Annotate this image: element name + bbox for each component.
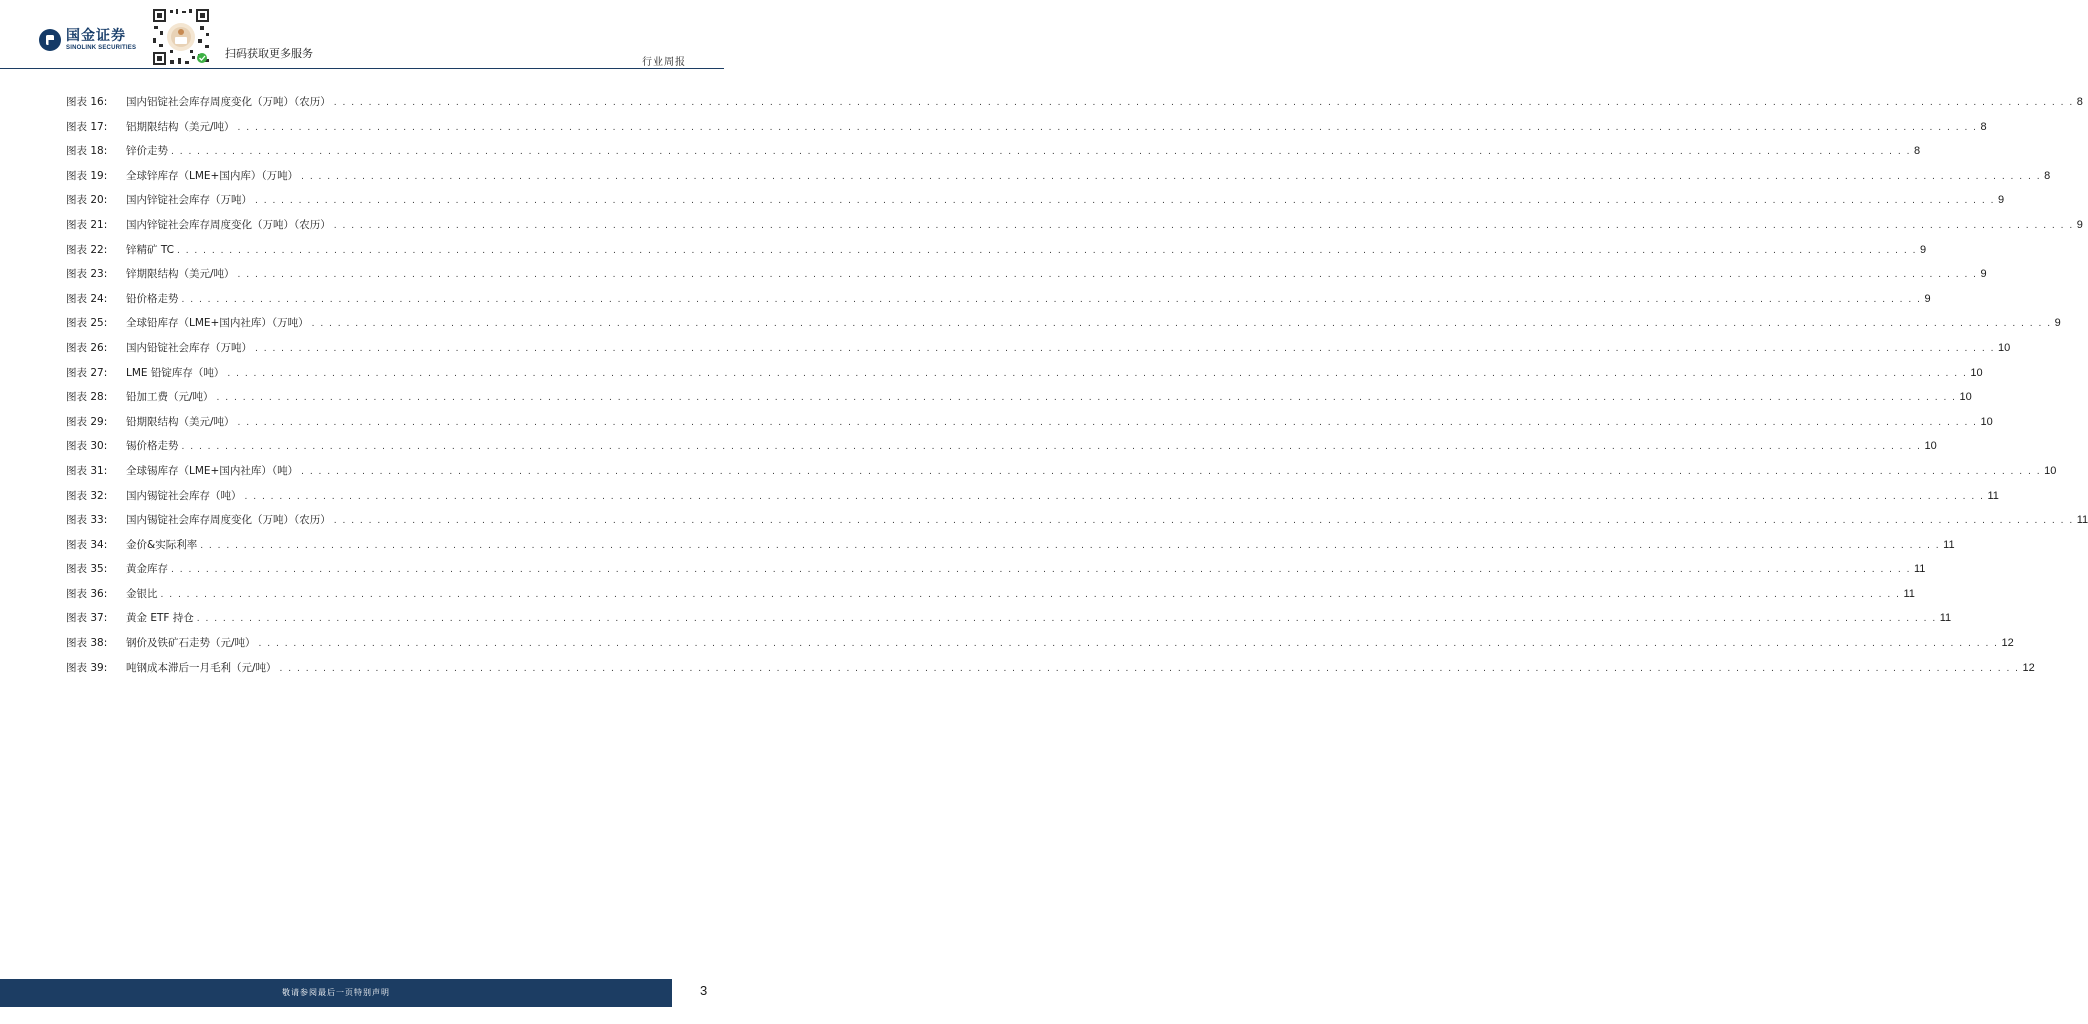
toc-entry-label: 图表 24:	[66, 292, 108, 305]
toc-entry-title: 国内锡锭社会库存周度变化（万吨）（农历）	[126, 514, 331, 527]
toc-entry-title: 全球铅库存（LME+国内社库）（万吨）	[126, 317, 309, 330]
toc-entry-label: 图表 19:	[66, 169, 108, 182]
toc-entry-label: 图表 23:	[66, 268, 108, 281]
toc-entry-page: 8	[2044, 169, 2051, 182]
toc-entry-label: 图表 17:	[66, 120, 108, 133]
toc-entry-title: 国内锡锭社会库存（吨）	[126, 489, 242, 502]
toc-entry[interactable]	[66, 139, 1921, 164]
toc-entry-page: 10	[1924, 440, 1937, 453]
toc-entry-title: 铅加工费（元/吨）	[126, 391, 214, 404]
scan-for-more-services-text: 扫码获取更多服务	[225, 47, 313, 60]
toc-leader-dots: . . . . . . . . . . . . . . . . . . . . . . . . . . . . . . . . . . . . . . . . . . . . . . . . . . . . . . . . . . . . . . . . . . . . . . . . . . . . . . . . . . . . . . . . . . . . . . . . . . . . . . . . . . . . . . . . . . . . . . . . . . . . . . . . . . . . . . . . . . . . . . . . . . . . . . . . . . . . . . . . . . . . . . . . . . . . . . . . . . . . . . . . . . . . . . . . . . . . . . . .	[171, 147, 1911, 158]
toc-leader-dots: . . . . . . . . . . . . . . . . . . . . . . . . . . . . . . . . . . . . . . . . . . . . . . . . . . . . . . . . . . . . . . . . . . . . . . . . . . . . . . . . . . . . . . . . . . . . . . . . . . . . . . . . . . . . . . . . . . . . . . . . . . . . . . . . . . . . . . . . . . . . . . . . . . . . . . . . . . . . . . . . . . . . . . . . . . . . . . . . . . . . . . . . . . . . . . . . . . . . . . . .	[255, 343, 1995, 354]
toc-entry-label: 图表 31:	[66, 464, 108, 477]
toc-entry-page: 10	[1980, 415, 1993, 428]
toc-entry-title: 金银比	[126, 587, 158, 600]
toc-entry-page: 11	[1987, 489, 1999, 502]
toc-entry[interactable]	[66, 188, 2005, 213]
toc-entry-title: 锌精矿 TC	[126, 243, 174, 256]
toc-entry[interactable]	[66, 213, 2083, 238]
brand-name	[66, 29, 136, 52]
toc-entry-title: LME 铅锭库存（吨）	[126, 366, 225, 379]
toc-leader-dots: . . . . . . . . . . . . . . . . . . . . . . . . . . . . . . . . . . . . . . . . . . . . . . . . . . . . . . . . . . . . . . . . . . . . . . . . . . . . . . . . . . . . . . . . . . . . . . . . . . . . . . . . . . . . . . . . . . . . . . . . . . . . . . . . . . . . . . . . . . . . . . . . . . . . . . . . . . . . . . . . . . . . . . . . . . . . . . . . . . . . . . . . . . . . . . . . . . . . . . . .	[255, 196, 1995, 207]
toc-entry-page: 9	[1924, 292, 1931, 305]
toc-leader-dots: . . . . . . . . . . . . . . . . . . . . . . . . . . . . . . . . . . . . . . . . . . . . . . . . . . . . . . . . . . . . . . . . . . . . . . . . . . . . . . . . . . . . . . . . . . . . . . . . . . . . . . . . . . . . . . . . . . . . . . . . . . . . . . . . . . . . . . . . . . . . . . . . . . . . . . . . . . . . . . . . . . . . . . . . . . . . . . . . . . . . . . . . . . . . . . . . . . . . . . . .	[200, 540, 1941, 551]
toc-entry-label: 图表 16:	[66, 96, 108, 108]
toc-entry-title: 吨钢成本滞后一月毛利（元/吨）	[126, 661, 277, 674]
toc-entry-page: 12	[2022, 661, 2035, 674]
toc-entry[interactable]	[66, 508, 2088, 533]
qr-code-icon[interactable]	[150, 6, 212, 68]
toc-leader-dots: . . . . . . . . . . . . . . . . . . . . . . . . . . . . . . . . . . . . . . . . . . . . . . . . . . . . . . . . . . . . . . . . . . . . . . . . . . . . . . . . . . . . . . . . . . . . . . . . . . . . . . . . . . . . . . . . . . . . . . . . . . . . . . . . . . . . . . . . . . . . . . . . . . . . . . . . . . . . . . . . . . . . . . . . . . . . . . . . . . . . . . . . . . . . . . . . . . . . . . . .	[160, 589, 1901, 600]
toc-entry-page: 9	[2076, 218, 2083, 231]
brand-logo	[38, 28, 136, 52]
toc-entry[interactable]	[66, 557, 1926, 582]
toc-entry[interactable]	[66, 631, 2014, 656]
toc-entry-label: 图表 36:	[66, 587, 108, 600]
toc-entry-title: 黄金 ETF 持仓	[126, 612, 194, 625]
toc-entry-page: 11	[1903, 587, 1915, 600]
toc-entry-title: 金价&实际利率	[126, 538, 198, 551]
toc-entry[interactable]	[66, 287, 1931, 312]
toc-entry-page: 8	[2076, 96, 2083, 108]
toc-leader-dots: . . . . . . . . . . . . . . . . . . . . . . . . . . . . . . . . . . . . . . . . . . . . . . . . . . . . . . . . . . . . . . . . . . . . . . . . . . . . . . . . . . . . . . . . . . . . . . . . . . . . . . . . . . . . . . . . . . . . . . . . . . . . . . . . . . . . . . . . . . . . . . . . . . . . . . . . . . . . . . . . . . . . . . . . . . . . . . . . . . . . . . . . . . . . . . . . . . . . . . . .	[333, 220, 2074, 231]
toc-entry-title: 锌期限结构（美元/吨）	[126, 268, 235, 281]
toc-entry-label: 图表 29:	[66, 415, 108, 428]
toc-leader-dots: . . . . . . . . . . . . . . . . . . . . . . . . . . . . . . . . . . . . . . . . . . . . . . . . . . . . . . . . . . . . . . . . . . . . . . . . . . . . . . . . . . . . . . . . . . . . . . . . . . . . . . . . . . . . . . . . . . . . . . . . . . . . . . . . . . . . . . . . . . . . . . . . . . . . . . . . . . . . . . . . . . . . . . . . . . . . . . . . . . . . . . . . . . . . . . . . . . . . . . . .	[237, 122, 1978, 133]
toc-entry[interactable]	[66, 361, 1983, 386]
toc-leader-dots: . . . . . . . . . . . . . . . . . . . . . . . . . . . . . . . . . . . . . . . . . . . . . . . . . . . . . . . . . . . . . . . . . . . . . . . . . . . . . . . . . . . . . . . . . . . . . . . . . . . . . . . . . . . . . . . . . . . . . . . . . . . . . . . . . . . . . . . . . . . . . . . . . . . . . . . . . . . . . . . . . . . . . . . . . . . . . . . . . . . . . . . . . . . . . . . . . . . . . . . .	[279, 663, 2020, 674]
toc-entry-page: 11	[1943, 538, 1955, 551]
toc-leader-dots: . . . . . . . . . . . . . . . . . . . . . . . . . . . . . . . . . . . . . . . . . . . . . . . . . . . . . . . . . . . . . . . . . . . . . . . . . . . . . . . . . . . . . . . . . . . . . . . . . . . . . . . . . . . . . . . . . . . . . . . . . . . . . . . . . . . . . . . . . . . . . . . . . . . . . . . . . . . . . . . . . . . . . . . . . . . . . . . . . . . . . . . . . . . . . . . . . . . . . . . .	[301, 466, 2042, 477]
toc-entry-page: 9	[1997, 194, 2005, 207]
sinolink-logo-icon	[38, 28, 62, 52]
toc-entry[interactable]	[66, 336, 2011, 361]
toc-entry-label: 图表 37:	[66, 612, 108, 625]
toc-entry-label: 图表 35:	[66, 563, 108, 576]
toc-leader-dots: . . . . . . . . . . . . . . . . . . . . . . . . . . . . . . . . . . . . . . . . . . . . . . . . . . . . . . . . . . . . . . . . . . . . . . . . . . . . . . . . . . . . . . . . . . . . . . . . . . . . . . . . . . . . . . . . . . . . . . . . . . . . . . . . . . . . . . . . . . . . . . . . . . . . . . . . . . . . . . . . . . . . . . . . . . . . . . . . . . . . . . . . . . . . . . . . . . . . . . . .	[311, 319, 2052, 330]
toc-entry[interactable]	[66, 385, 1972, 410]
toc-leader-dots: . . . . . . . . . . . . . . . . . . . . . . . . . . . . . . . . . . . . . . . . . . . . . . . . . . . . . . . . . . . . . . . . . . . . . . . . . . . . . . . . . . . . . . . . . . . . . . . . . . . . . . . . . . . . . . . . . . . . . . . . . . . . . . . . . . . . . . . . . . . . . . . . . . . . . . . . . . . . . . . . . . . . . . . . . . . . . . . . . . . . . . . . . . . . . . . . . . . . . . . .	[216, 393, 1957, 404]
toc-entry-page: 8	[1980, 120, 1987, 133]
brand-name-en: SINOLINK SECURITIES	[66, 44, 137, 51]
toc-entry-title: 国内锌锭社会库存周度变化（万吨）（农历）	[126, 218, 331, 231]
toc-entry-label: 图表 30:	[66, 440, 108, 453]
toc-entry[interactable]	[66, 90, 2083, 115]
toc-entry-page: 10	[1959, 391, 1972, 404]
toc-entry-page: 9	[2054, 317, 2061, 330]
toc-entry[interactable]	[66, 582, 1915, 607]
toc-entry-title: 国内锌锭社会库存（万吨）	[126, 194, 252, 207]
toc-leader-dots: . . . . . . . . . . . . . . . . . . . . . . . . . . . . . . . . . . . . . . . . . . . . . . . . . . . . . . . . . . . . . . . . . . . . . . . . . . . . . . . . . . . . . . . . . . . . . . . . . . . . . . . . . . . . . . . . . . . . . . . . . . . . . . . . . . . . . . . . . . . . . . . . . . . . . . . . . . . . . . . . . . . . . . . . . . . . . . . . . . . . . . . . . . . . . . . . . . . . . . . .	[181, 442, 1922, 453]
toc-entry-label: 图表 18:	[66, 145, 108, 158]
toc-entry[interactable]	[66, 238, 1927, 263]
toc-entry-label: 图表 34:	[66, 538, 108, 551]
toc-leader-dots: . . . . . . . . . . . . . . . . . . . . . . . . . . . . . . . . . . . . . . . . . . . . . . . . . . . . . . . . . . . . . . . . . . . . . . . . . . . . . . . . . . . . . . . . . . . . . . . . . . . . . . . . . . . . . . . . . . . . . . . . . . . . . . . . . . . . . . . . . . . . . . . . . . . . . . . . . . . . . . . . . . . . . . . . . . . . . . . . . . . . . . . . . . . . . . . . . . . . . . . .	[227, 368, 1968, 379]
toc-entry-title: 铅期限结构（美元/吨）	[126, 415, 235, 428]
toc-entry-title: 锡价格走势	[126, 440, 179, 453]
toc-entry[interactable]	[66, 459, 2057, 484]
toc-entry-label: 图表 28:	[66, 391, 108, 404]
toc-leader-dots: . . . . . . . . . . . . . . . . . . . . . . . . . . . . . . . . . . . . . . . . . . . . . . . . . . . . . . . . . . . . . . . . . . . . . . . . . . . . . . . . . . . . . . . . . . . . . . . . . . . . . . . . . . . . . . . . . . . . . . . . . . . . . . . . . . . . . . . . . . . . . . . . . . . . . . . . . . . . . . . . . . . . . . . . . . . . . . . . . . . . . . . . . . . . . . . . . . . . . . . .	[333, 98, 2074, 108]
toc-entry[interactable]	[66, 311, 2061, 336]
toc-entry-label: 图表 25:	[66, 317, 108, 330]
toc-leader-dots: . . . . . . . . . . . . . . . . . . . . . . . . . . . . . . . . . . . . . . . . . . . . . . . . . . . . . . . . . . . . . . . . . . . . . . . . . . . . . . . . . . . . . . . . . . . . . . . . . . . . . . . . . . . . . . . . . . . . . . . . . . . . . . . . . . . . . . . . . . . . . . . . . . . . . . . . . . . . . . . . . . . . . . . . . . . . . . . . . . . . . . . . . . . . . . . . . . . . . . . .	[171, 565, 1911, 576]
toc-leader-dots: . . . . . . . . . . . . . . . . . . . . . . . . . . . . . . . . . . . . . . . . . . . . . . . . . . . . . . . . . . . . . . . . . . . . . . . . . . . . . . . . . . . . . . . . . . . . . . . . . . . . . . . . . . . . . . . . . . . . . . . . . . . . . . . . . . . . . . . . . . . . . . . . . . . . . . . . . . . . . . . . . . . . . . . . . . . . . . . . . . . . . . . . . . . . . . . . . . . . . . . .	[237, 270, 1978, 281]
toc-entry-label: 图表 27:	[66, 366, 108, 379]
toc-entry-page: 8	[1913, 145, 1921, 158]
toc-entry-page: 10	[2044, 464, 2057, 477]
page-header	[0, 0, 724, 68]
toc-entry[interactable]	[66, 115, 1987, 140]
header-divider	[0, 68, 724, 69]
toc-entry[interactable]	[66, 164, 2051, 189]
toc-entry-title: 铝期限结构（美元/吨）	[126, 120, 235, 133]
toc-leader-dots: . . . . . . . . . . . . . . . . . . . . . . . . . . . . . . . . . . . . . . . . . . . . . . . . . . . . . . . . . . . . . . . . . . . . . . . . . . . . . . . . . . . . . . . . . . . . . . . . . . . . . . . . . . . . . . . . . . . . . . . . . . . . . . . . . . . . . . . . . . . . . . . . . . . . . . . . . . . . . . . . . . . . . . . . . . . . . . . . . . . . . . . . . . . . . . . . . . . . . . . .	[301, 171, 2042, 182]
toc-leader-dots: . . . . . . . . . . . . . . . . . . . . . . . . . . . . . . . . . . . . . . . . . . . . . . . . . . . . . . . . . . . . . . . . . . . . . . . . . . . . . . . . . . . . . . . . . . . . . . . . . . . . . . . . . . . . . . . . . . . . . . . . . . . . . . . . . . . . . . . . . . . . . . . . . . . . . . . . . . . . . . . . . . . . . . . . . . . . . . . . . . . . . . . . . . . . . . . . . . . . . . . .	[181, 294, 1922, 305]
figure-table-of-contents	[66, 90, 2088, 680]
toc-entry-label: 图表 32:	[66, 489, 108, 502]
toc-leader-dots: . . . . . . . . . . . . . . . . . . . . . . . . . . . . . . . . . . . . . . . . . . . . . . . . . . . . . . . . . . . . . . . . . . . . . . . . . . . . . . . . . . . . . . . . . . . . . . . . . . . . . . . . . . . . . . . . . . . . . . . . . . . . . . . . . . . . . . . . . . . . . . . . . . . . . . . . . . . . . . . . . . . . . . . . . . . . . . . . . . . . . . . . . . . . . . . . . . . . . . . .	[258, 639, 1999, 650]
toc-entry-title: 国内铝锭社会库存周度变化（万吨）（农历）	[126, 96, 331, 108]
toc-entry-title: 国内铅锭社会库存（万吨）	[126, 341, 252, 354]
toc-entry-page: 9	[1919, 243, 1927, 256]
toc-entry[interactable]	[66, 434, 1937, 459]
toc-entry-label: 图表 38:	[66, 637, 108, 650]
toc-entry-page: 12	[2001, 637, 2014, 650]
toc-entry[interactable]	[66, 262, 1987, 287]
toc-entry-title: 全球锡库存（LME+国内社库）（吨）	[126, 464, 299, 477]
footer-page-box	[672, 979, 724, 1007]
toc-entry[interactable]	[66, 484, 1999, 509]
toc-entry[interactable]	[66, 656, 2035, 681]
toc-entry-page: 11	[1939, 612, 1952, 625]
toc-leader-dots: . . . . . . . . . . . . . . . . . . . . . . . . . . . . . . . . . . . . . . . . . . . . . . . . . . . . . . . . . . . . . . . . . . . . . . . . . . . . . . . . . . . . . . . . . . . . . . . . . . . . . . . . . . . . . . . . . . . . . . . . . . . . . . . . . . . . . . . . . . . . . . . . . . . . . . . . . . . . . . . . . . . . . . . . . . . . . . . . . . . . . . . . . . . . . . . . . . . . . . . .	[176, 245, 1917, 256]
toc-entry-label: 图表 33:	[66, 514, 108, 527]
toc-entry[interactable]	[66, 533, 1955, 558]
toc-leader-dots: . . . . . . . . . . . . . . . . . . . . . . . . . . . . . . . . . . . . . . . . . . . . . . . . . . . . . . . . . . . . . . . . . . . . . . . . . . . . . . . . . . . . . . . . . . . . . . . . . . . . . . . . . . . . . . . . . . . . . . . . . . . . . . . . . . . . . . . . . . . . . . . . . . . . . . . . . . . . . . . . . . . . . . . . . . . . . . . . . . . . . . . . . . . . . . . . . . . . . . . .	[196, 614, 1937, 625]
toc-leader-dots: . . . . . . . . . . . . . . . . . . . . . . . . . . . . . . . . . . . . . . . . . . . . . . . . . . . . . . . . . . . . . . . . . . . . . . . . . . . . . . . . . . . . . . . . . . . . . . . . . . . . . . . . . . . . . . . . . . . . . . . . . . . . . . . . . . . . . . . . . . . . . . . . . . . . . . . . . . . . . . . . . . . . . . . . . . . . . . . . . . . . . . . . . . . . . . . . . . . . . . . .	[237, 417, 1978, 428]
toc-entry-title: 黄金库存	[126, 563, 168, 576]
toc-entry-label: 图表 26:	[66, 341, 108, 354]
footer-disclaimer: 敬请参阅最后一页特别声明	[282, 988, 390, 997]
toc-entry-label: 图表 20:	[66, 194, 108, 207]
toc-entry-page: 9	[1980, 268, 1987, 281]
toc-entry[interactable]	[66, 410, 1993, 435]
toc-entry-title: 钢价及铁矿石走势（元/吨）	[126, 637, 256, 650]
brand-name-cn: 国金证券	[66, 27, 126, 44]
toc-entry-title: 全球锌库存（LME+国内库）（万吨）	[126, 169, 299, 182]
toc-entry-title: 锌价走势	[126, 145, 168, 158]
toc-entry-page: 10	[1997, 341, 2011, 354]
toc-entry-page: 10	[1970, 366, 1983, 379]
report-type-label: 行业周报	[642, 57, 686, 68]
toc-entry-label: 图表 39:	[66, 661, 108, 674]
page-number: 3	[700, 983, 708, 998]
toc-entry-label: 图表 22:	[66, 243, 108, 256]
toc-leader-dots: . . . . . . . . . . . . . . . . . . . . . . . . . . . . . . . . . . . . . . . . . . . . . . . . . . . . . . . . . . . . . . . . . . . . . . . . . . . . . . . . . . . . . . . . . . . . . . . . . . . . . . . . . . . . . . . . . . . . . . . . . . . . . . . . . . . . . . . . . . . . . . . . . . . . . . . . . . . . . . . . . . . . . . . . . . . . . . . . . . . . . . . . . . . . . . . . . . . . . . . .	[244, 491, 1985, 502]
toc-entry-page: 11	[1913, 563, 1926, 576]
toc-entry[interactable]	[66, 606, 1952, 631]
toc-leader-dots: . . . . . . . . . . . . . . . . . . . . . . . . . . . . . . . . . . . . . . . . . . . . . . . . . . . . . . . . . . . . . . . . . . . . . . . . . . . . . . . . . . . . . . . . . . . . . . . . . . . . . . . . . . . . . . . . . . . . . . . . . . . . . . . . . . . . . . . . . . . . . . . . . . . . . . . . . . . . . . . . . . . . . . . . . . . . . . . . . . . . . . . . . . . . . . . . . . . . . . . .	[333, 516, 2074, 527]
toc-entry-title: 铅价格走势	[126, 292, 179, 305]
toc-entry-page: 11	[2076, 514, 2088, 527]
toc-entry-label: 图表 21:	[66, 218, 108, 231]
